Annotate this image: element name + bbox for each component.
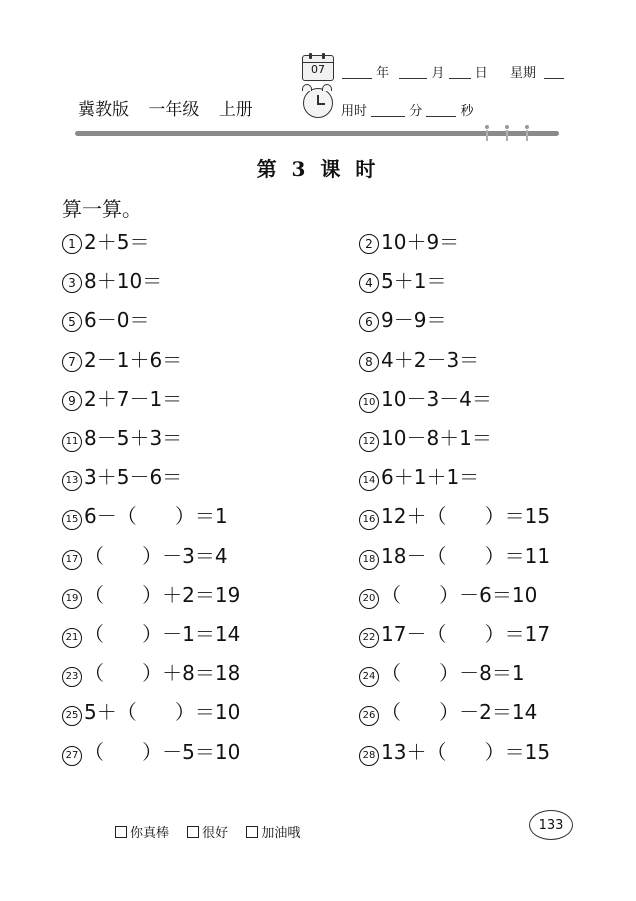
minutes-blank[interactable] xyxy=(371,104,405,117)
problem-number: 5 xyxy=(62,312,82,332)
problem-expression[interactable]: 18－（ ）＝11 xyxy=(381,543,551,568)
calendar-icon xyxy=(302,55,334,81)
problem-number: 26 xyxy=(359,706,379,726)
problem-number: 23 xyxy=(62,667,82,687)
problem-item xyxy=(62,622,240,648)
problem-expression[interactable]: 8＋10＝ xyxy=(84,269,163,294)
problem-expression[interactable]: 6－（ ）＝1 xyxy=(84,504,228,529)
problem-expression[interactable]: （ ）－1＝14 xyxy=(84,622,241,646)
problem-number: 25 xyxy=(62,706,82,726)
problem-expression[interactable]: （ ）－2＝14 xyxy=(381,700,538,725)
problem-item xyxy=(62,426,182,452)
problem-item xyxy=(359,465,479,491)
problem-number: 1 xyxy=(62,234,82,254)
problem-expression[interactable]: 2－1＋6＝ xyxy=(84,347,183,372)
rating-option[interactable] xyxy=(187,826,228,841)
checkbox-icon[interactable] xyxy=(246,826,258,838)
pin-icon xyxy=(505,125,509,141)
problem-item xyxy=(62,269,162,293)
date-fields xyxy=(342,62,564,81)
checkbox-icon[interactable] xyxy=(115,826,127,838)
problem-expression[interactable]: 12＋（ ）＝15 xyxy=(381,504,551,529)
problem-number: 17 xyxy=(62,550,82,570)
seconds-label: 秒 xyxy=(460,104,474,119)
problem-number: 11 xyxy=(62,432,82,452)
problem-item xyxy=(62,661,240,687)
rating-option[interactable] xyxy=(246,826,300,841)
instruction: 算一算。 xyxy=(62,197,142,221)
book-title xyxy=(78,95,267,120)
problem-number: 16 xyxy=(359,510,379,530)
problem-expression[interactable]: （ ）＋8＝18 xyxy=(84,661,241,686)
problem-expression[interactable]: 2＋7－1＝ xyxy=(84,386,183,411)
pin-icon xyxy=(525,125,529,141)
problem-expression[interactable]: 5＋1＝ xyxy=(381,269,447,294)
problem-item xyxy=(62,308,149,332)
problem-number: 4 xyxy=(359,273,379,293)
problem-expression[interactable]: 10－3－4＝ xyxy=(381,386,492,411)
month-blank[interactable] xyxy=(399,66,427,79)
problem-expression[interactable]: （ ）－6＝10 xyxy=(381,582,538,607)
problem-item xyxy=(359,504,550,530)
pin-icon xyxy=(485,125,489,141)
problem-expression[interactable]: 10－8＋1＝ xyxy=(381,426,492,450)
problem-expression[interactable]: 13＋（ ）＝15 xyxy=(381,739,551,764)
problem-number: 18 xyxy=(359,550,379,570)
rating-label: 你真棒 xyxy=(130,826,170,841)
problem-expression[interactable]: 5＋（ ）＝10 xyxy=(84,700,241,725)
problem-item xyxy=(359,348,479,372)
problem-expression[interactable]: 17－（ ）＝17 xyxy=(381,622,551,646)
problem-item xyxy=(359,544,550,570)
problem-item xyxy=(62,740,240,766)
problem-item xyxy=(62,544,228,570)
problem-number: 24 xyxy=(359,667,379,687)
problem-item xyxy=(62,504,228,530)
problem-expression[interactable]: 9－9＝ xyxy=(381,308,447,333)
problem-item xyxy=(359,387,492,413)
problem-item xyxy=(359,308,446,332)
grade: 一年级 xyxy=(148,100,200,120)
problem-number: 15 xyxy=(62,510,82,530)
year-blank[interactable] xyxy=(342,66,372,79)
lesson-title: 第 3 课 时 xyxy=(256,157,380,181)
problem-number: 6 xyxy=(359,312,379,332)
problem-expression[interactable]: 8－5＋3＝ xyxy=(84,426,183,450)
problem-item xyxy=(62,465,182,491)
problem-expression[interactable]: 2＋5＝ xyxy=(84,230,150,254)
month-label: 月 xyxy=(431,66,445,81)
checkbox-icon[interactable] xyxy=(187,826,199,838)
problem-item xyxy=(359,622,550,648)
day-label: 日 xyxy=(474,66,488,81)
problem-item xyxy=(62,387,182,411)
year-label: 年 xyxy=(376,66,390,81)
problem-item xyxy=(359,269,446,293)
problem-number: 10 xyxy=(359,393,379,413)
self-evaluation xyxy=(115,822,314,841)
problem-number: 7 xyxy=(62,352,82,372)
weekday-label: 星期 xyxy=(510,66,537,81)
rating-option[interactable] xyxy=(115,826,169,841)
problem-number: 27 xyxy=(62,746,82,766)
calendar-number: 07 xyxy=(311,63,325,76)
problem-expression[interactable]: （ ）－5＝10 xyxy=(84,739,241,764)
problem-number: 21 xyxy=(62,628,82,648)
problem-number: 8 xyxy=(359,352,379,372)
problem-item xyxy=(359,740,550,766)
problem-item xyxy=(359,700,537,726)
problem-item xyxy=(359,583,537,609)
problem-number: 13 xyxy=(62,471,82,491)
problem-number: 28 xyxy=(359,746,379,766)
seconds-blank[interactable] xyxy=(426,104,456,117)
time-fields xyxy=(341,100,474,119)
rating-label: 很好 xyxy=(202,826,229,841)
problem-expression[interactable]: （ ）＋2＝19 xyxy=(84,582,241,607)
problem-expression[interactable]: 6－0＝ xyxy=(84,308,150,333)
rating-label: 加油哦 xyxy=(261,826,301,841)
problem-expression[interactable]: （ ）－8＝1 xyxy=(381,661,525,686)
problem-number: 2 xyxy=(359,234,379,254)
problem-number: 14 xyxy=(359,471,379,491)
problem-expression[interactable]: （ ）－3＝4 xyxy=(84,543,228,568)
volume: 上册 xyxy=(218,100,253,120)
problem-item xyxy=(62,348,182,372)
day-blank[interactable] xyxy=(449,66,471,79)
problem-number: 20 xyxy=(359,589,379,609)
page-number: 133 xyxy=(529,810,573,840)
problem-number: 3 xyxy=(62,273,82,293)
problem-number: 19 xyxy=(62,589,82,609)
problem-expression[interactable]: 3＋5－6＝ xyxy=(84,465,183,490)
problem-item xyxy=(359,230,459,254)
publisher: 冀教版 xyxy=(78,100,129,120)
problem-item xyxy=(359,661,525,687)
time-prefix: 用时 xyxy=(341,104,368,119)
problem-expression[interactable]: 4＋2－3＝ xyxy=(381,347,480,372)
alarm-clock-icon xyxy=(303,88,333,118)
problem-item xyxy=(359,426,492,452)
problem-item xyxy=(62,230,149,254)
problem-expression[interactable]: 10＋9＝ xyxy=(381,230,460,254)
weekday-blank[interactable] xyxy=(544,66,564,79)
problem-item xyxy=(62,700,240,726)
problem-expression[interactable]: 6＋1＋1＝ xyxy=(381,465,480,490)
problem-item xyxy=(62,583,240,609)
problem-number: 9 xyxy=(62,391,82,411)
minutes-label: 分 xyxy=(409,104,423,119)
problem-number: 22 xyxy=(359,628,379,648)
problem-number: 12 xyxy=(359,432,379,452)
